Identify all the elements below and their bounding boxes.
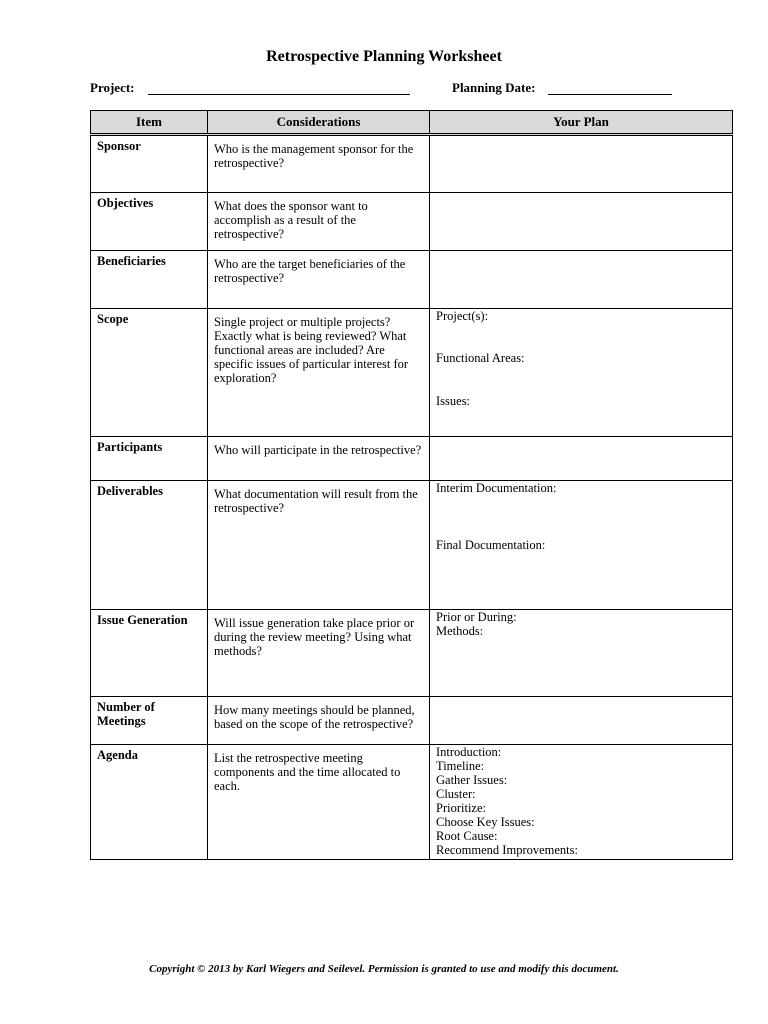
project-label: Project: xyxy=(90,80,135,95)
consideration-cell: How many meetings should be planned, based on the scope of the retrospective? xyxy=(208,697,430,745)
plan-prompt: Cluster: xyxy=(436,787,476,801)
plan-cell[interactable] xyxy=(430,251,733,309)
plan-prompt: Issues: xyxy=(436,394,471,408)
consideration-cell: Will issue generation take place prior or during the review meeting? Using what methods? xyxy=(208,610,430,697)
column-header-considerations: Considerations xyxy=(208,111,430,135)
plan-cell[interactable] xyxy=(430,135,733,193)
plan-cell[interactable] xyxy=(430,193,733,251)
plan-prompt: Methods: xyxy=(436,624,484,638)
table-row xyxy=(91,745,733,860)
table-row xyxy=(91,697,733,745)
plan-prompt: Prior or During: xyxy=(436,610,517,624)
project-field[interactable] xyxy=(148,94,410,95)
table-row xyxy=(91,437,733,481)
table-row xyxy=(91,193,733,251)
consideration-cell: List the retrospective meeting components and the time allocated to each. xyxy=(208,745,430,860)
plan-prompt: Project(s): xyxy=(436,309,489,323)
plan-prompt: Prioritize: xyxy=(436,801,486,815)
plan-cell[interactable] xyxy=(430,481,733,610)
consideration-cell: Who is the management sponsor for the retrospective? xyxy=(208,135,430,193)
table-row xyxy=(91,481,733,610)
consideration-cell: Who will participate in the retrospective? xyxy=(208,437,430,481)
page-title: Retrospective Planning Worksheet xyxy=(266,48,502,65)
planning-date-field[interactable] xyxy=(548,94,672,95)
table-row xyxy=(91,251,733,309)
plan-prompt: Interim Documentation: xyxy=(436,481,557,495)
item-cell: Scope xyxy=(91,309,208,437)
plan-prompt: Root Cause: xyxy=(436,829,498,843)
planning-date-label: Planning Date: xyxy=(452,80,536,95)
item-cell: Beneficiaries xyxy=(91,251,208,309)
plan-prompt: Choose Key Issues: xyxy=(436,815,535,829)
table-row xyxy=(91,610,733,697)
table-row xyxy=(91,309,733,437)
item-cell: Issue Generation xyxy=(91,610,208,697)
plan-cell[interactable] xyxy=(430,745,733,860)
plan-prompt: Introduction: xyxy=(436,745,502,759)
item-cell: Agenda xyxy=(91,745,208,860)
consideration-cell: What does the sponsor want to accomplish as a result of the retrospective? xyxy=(208,193,430,251)
item-cell: Deliverables xyxy=(91,481,208,610)
column-header-item: Item xyxy=(91,111,208,135)
plan-cell[interactable] xyxy=(430,610,733,697)
item-cell: Objectives xyxy=(91,193,208,251)
plan-cell[interactable] xyxy=(430,697,733,745)
plan-prompt: Final Documentation: xyxy=(436,538,546,552)
copyright-notice: Copyright © 2013 by Karl Wiegers and Seilevel. Permission is granted to use and modify this document. xyxy=(149,963,619,975)
worksheet-table xyxy=(90,110,733,860)
plan-cell[interactable] xyxy=(430,309,733,437)
item-cell: Sponsor xyxy=(91,135,208,193)
item-cell: Number of Meetings xyxy=(91,697,208,745)
plan-prompt: Recommend Improvements: xyxy=(436,843,578,857)
consideration-cell: Who are the target beneficiaries of the retrospective? xyxy=(208,251,430,309)
plan-prompt: Gather Issues: xyxy=(436,773,508,787)
item-cell: Participants xyxy=(91,437,208,481)
consideration-cell: Single project or multiple projects? Exactly what is being reviewed? What functional areas are included? Are specific issues of particular interest for exploration? xyxy=(208,309,430,437)
table-row xyxy=(91,135,733,193)
plan-prompt: Timeline: xyxy=(436,759,485,773)
table-header-row xyxy=(91,111,733,135)
plan-prompt: Functional Areas: xyxy=(436,351,525,365)
column-header-your-plan: Your Plan xyxy=(430,111,733,135)
project-header xyxy=(90,80,730,100)
consideration-cell: What documentation will result from the retrospective? xyxy=(208,481,430,610)
plan-cell[interactable] xyxy=(430,437,733,481)
